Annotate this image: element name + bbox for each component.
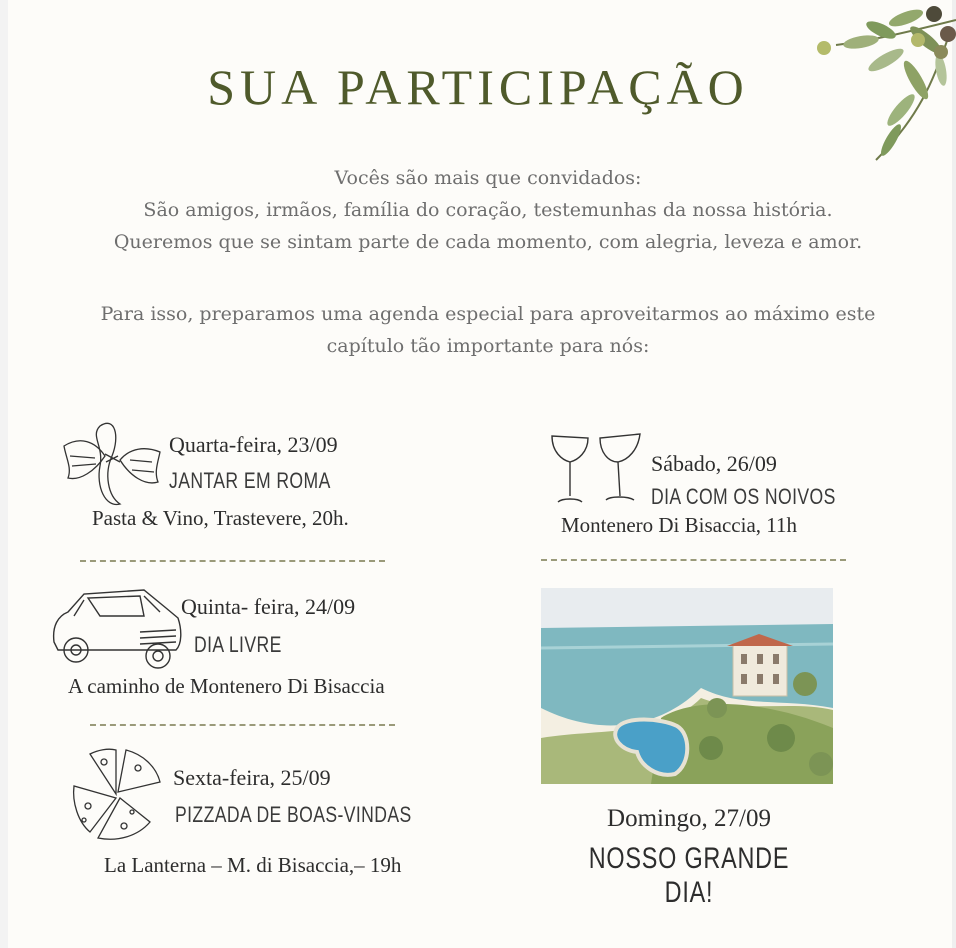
glasses-icon xyxy=(548,430,644,510)
event-place: Montenero Di Bisaccia, 11h xyxy=(561,513,797,537)
page-shadow-left xyxy=(0,0,8,948)
event-date: Quinta- feira, 24/09 xyxy=(181,594,356,619)
agenda-line: Para isso, preparamos uma agenda especial para aproveitarmos ao máximo este xyxy=(100,303,876,325)
page-title: SUA PARTICIPAÇÃO xyxy=(207,59,749,115)
intro-text xyxy=(60,162,916,362)
event-place: Pasta & Vino, Trastevere, 20h. xyxy=(92,506,349,530)
pasta-icon xyxy=(60,416,164,508)
villa-image xyxy=(541,588,833,784)
event-date: Quarta-feira, 23/09 xyxy=(169,432,338,457)
agenda-line: capítulo tão importante para nós: xyxy=(326,335,650,357)
car-icon xyxy=(48,586,184,672)
divider xyxy=(80,560,385,562)
event-place: La Lanterna – M. di Bisaccia,– 19h xyxy=(104,853,402,877)
event-date: Domingo, 27/09 xyxy=(607,805,771,832)
divider xyxy=(541,559,846,561)
event-name: PIZZADA DE BOAS-VINDAS xyxy=(175,802,412,827)
event-name: DIA COM OS NOIVOS xyxy=(651,484,836,509)
event-name: NOSSO GRANDE DIA! xyxy=(588,842,790,909)
event-name: JANTAR EM ROMA xyxy=(169,468,331,493)
event-place: A caminho de Montenero Di Bisaccia xyxy=(68,674,385,698)
divider xyxy=(90,724,395,726)
intro-line: Vocês são mais que convidados: xyxy=(334,167,642,189)
event-date: Sexta-feira, 25/09 xyxy=(173,765,331,790)
intro-line: São amigos, irmãos, família do coração, testemunhas da nossa história. xyxy=(143,199,833,221)
intro-line: Queremos que se sintam parte de cada momento, com alegria, leveza e amor. xyxy=(113,231,863,253)
event-date: Sábado, 26/09 xyxy=(651,451,777,476)
event-name: DIA LIVRE xyxy=(194,632,282,657)
pizza-icon xyxy=(68,746,164,842)
